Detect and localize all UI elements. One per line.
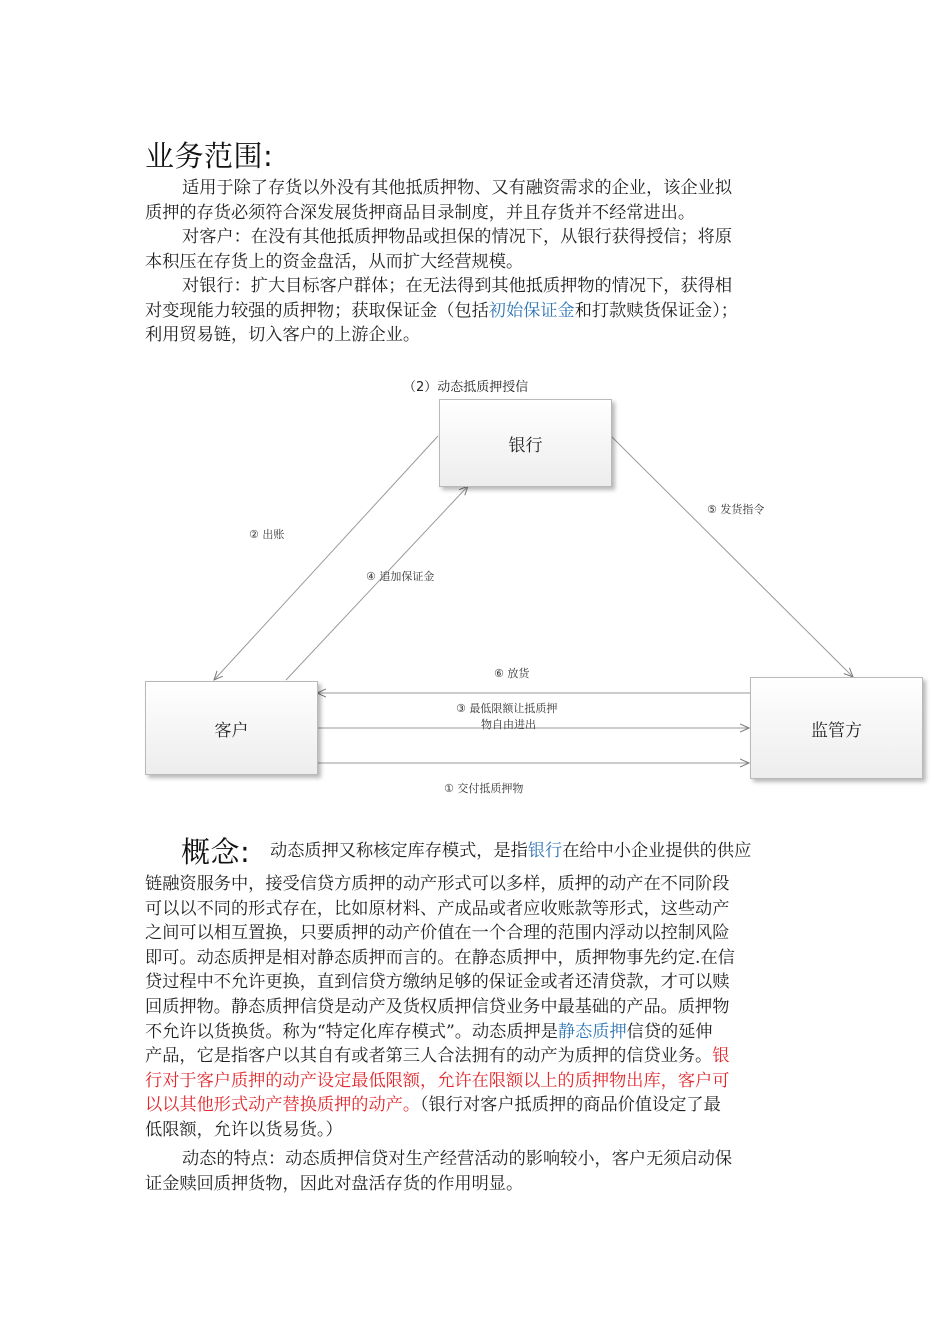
label-release: ⑥ 放货: [494, 667, 530, 680]
scope-paragraph-1: 适用于除了存货以外没有其他抵质押物、又有融资需求的企业，该企业拟 质押的存货必须符合深发展货押商品目录制度，并且存货并不经常进出。: [145, 178, 733, 223]
concept-heading: 概念:: [181, 835, 251, 869]
diagram-title: （2）动态抵质押授信: [403, 380, 529, 395]
arrow-ship-order: [611, 436, 853, 677]
arrow-disburse: [214, 436, 438, 680]
label-deliver-collateral: ① 交付抵质押物: [444, 782, 524, 795]
bank-link[interactable]: 银行: [527, 841, 563, 861]
label-min-limit-1: ③ 最低限额让抵质押: [456, 702, 558, 715]
scope-paragraph-customer: 对客户：在没有其他抵质押物品或担保的情况下，从银行获得授信；将原 本积压在存货上的资金盘活，从而扩大经营规模。: [145, 227, 733, 272]
concept-paragraph: 链融资服务中，接受信贷方质押的动产形式可以多样，质押的动产在不同阶段 可以以不同的形式存在，比如原材料、产成品或者应收账款等形式，这些动产 之间可以相互置换，只要质押的动产价值在一个合理的范围内浮动以控制风险 即可。动态质押是相对静态质押而言的。在静态质押中，质押物事先约定.在信 贷过程中不允许更换，直到信贷方缴纳足够的保证金或者还清贷款，才可以赎 回质押物。静态质押信贷是动产及货权质押信贷业务中最基础的产品。质押物 不允许以货换货。称为“特定化库存模式”。动态质押是静态质押信贷的延伸 产品，它是指客户以其自有或者第三人合法拥有的动产为质押的信贷业务。银 行对于客户质押的动产设定最低限额，允许在限额以上的质押物出库，客户可 以以其他形式动产替换质押的动产。（银行对客户抵质押的商品价值设定了最 低限额，允许以货易货。）: [145, 874, 735, 1140]
scope-paragraph-bank: 对银行：扩大目标客户群体；在无法得到其他抵质押物的情况下，获得相 对变现能力较强的质押物；获取保证金（包括初始保证金和打款赎货保证金）； 利用贸易链，切入客户的上游企业。: [145, 276, 738, 346]
features-paragraph: 动态的特点：动态质押信贷对生产经营活动的影响较小，客户无须启动保 证金赎回质押货物，因此对盘活存货的作用明显。: [145, 1149, 733, 1194]
concept-first-line: 动态质押又称核定库存模式，是指银行在给中小企业提供的供应: [270, 841, 752, 861]
node-supervisor: 监管方: [750, 677, 923, 779]
scope-heading: 业务范围:: [145, 139, 274, 173]
label-add-deposit: ④ 追加保证金: [366, 570, 435, 583]
label-min-limit-2: 物自由进出: [481, 718, 536, 731]
label-ship-order: ⑤ 发货指令: [707, 503, 765, 516]
static-pledge-link[interactable]: 静态质押: [557, 1021, 627, 1042]
initial-deposit-link[interactable]: 初始保证金: [488, 300, 575, 321]
label-disburse: ② 出账: [249, 528, 285, 541]
node-bank: 银行: [439, 399, 612, 487]
node-customer: 客户: [145, 681, 318, 775]
